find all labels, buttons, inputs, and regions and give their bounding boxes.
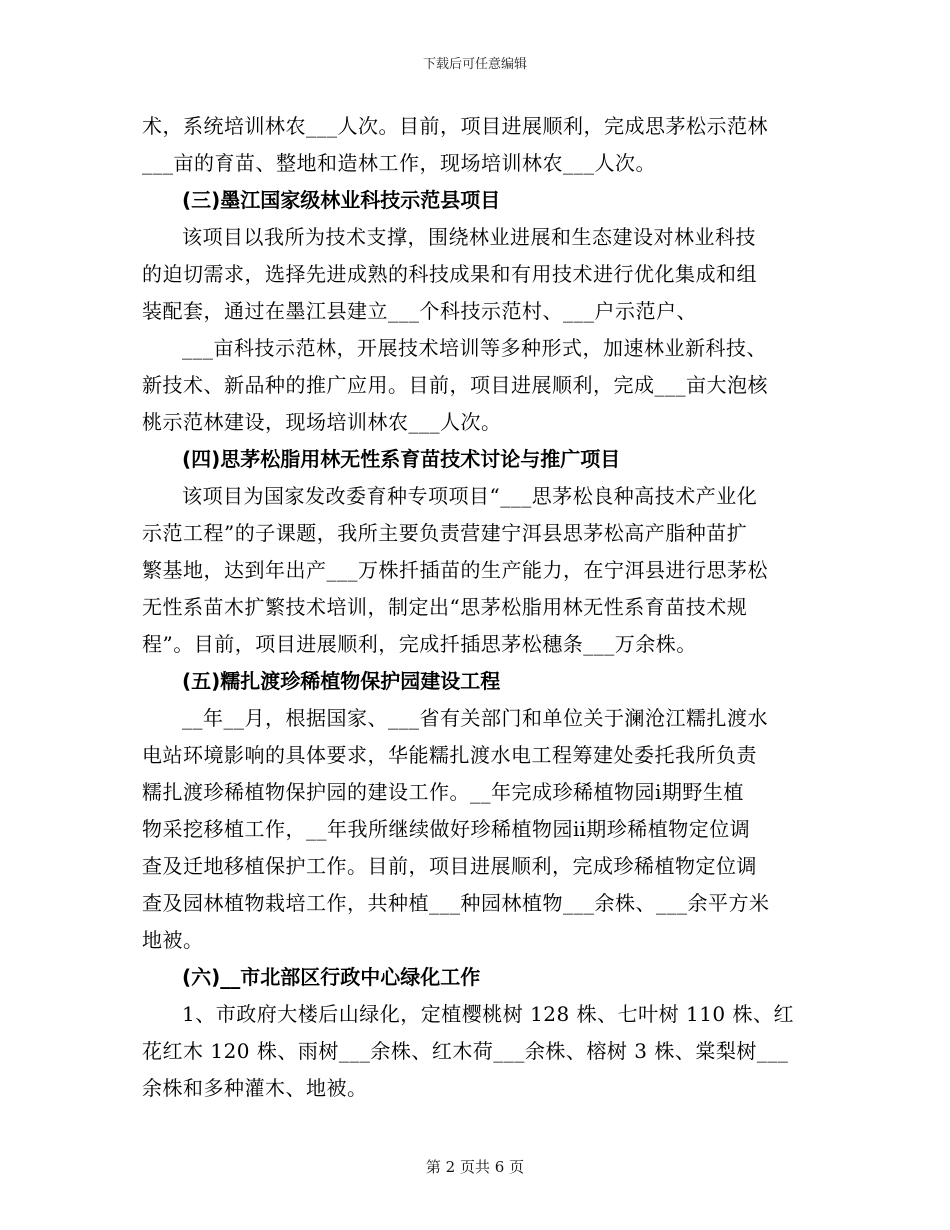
page-footer: 第 2 页共 6 页 xyxy=(425,1158,525,1176)
text-line: 该项目为国家发改委育种专项项目“___思茅松良种高技术产业化 xyxy=(182,484,758,508)
text-line: 装配套，通过在墨江县建立___个科技示范村、___户示范户、 xyxy=(142,299,697,323)
text-line: 1、市政府大楼后山绿化，定植樱桃树 128 株、七叶树 110 株、红 xyxy=(182,1002,795,1026)
text-line: 繁基地，达到年出产___万株扦插苗的生产能力，在宁洱县进行思茅松 xyxy=(142,558,768,582)
text-line: 新技术、新品种的推广应用。目前，项目进展顺利，完成___亩大泡核 xyxy=(142,373,768,397)
section-heading-4: (四)思茅松脂用林无性系育苗技术讨论与推广项目 xyxy=(182,447,621,471)
text-line: 花红木 120 株、雨树___余株、红木荷___余株、榕树 3 株、棠梨树___ xyxy=(142,1039,789,1063)
text-line: 该项目以我所为技术支撑，围绕林业进展和生态建设对林业科技 xyxy=(182,225,756,249)
text-line: 无性系苗木扩繁技术培训，制定出“思茅松脂用林无性系育苗技术规 xyxy=(142,595,748,619)
text-line: 术，系统培训林农___人次。目前，项目进展顺利，完成思茅松示范林 xyxy=(142,114,768,138)
section-heading-6: (六)__市北部区行政中心绿化工作 xyxy=(182,965,481,989)
text-line: 地被。 xyxy=(142,928,204,952)
paragraph-section-5 xyxy=(142,700,812,959)
page-header: 下载后可任意编辑 xyxy=(422,57,527,72)
text-line: 物采挖移植工作，__年我所继续做好珍稀植物园ⅱ期珍稀植物定位调 xyxy=(142,817,751,841)
paragraph-continued xyxy=(142,108,812,182)
document-body xyxy=(142,108,812,1107)
text-line: 的迫切需求，选择先进成熟的科技成果和有用技术进行优化集成和组 xyxy=(142,262,757,286)
section-heading-5: (五)糯扎渡珍稀植物保护园建设工程 xyxy=(182,669,501,693)
paragraph-section-6 xyxy=(142,996,812,1107)
text-line: 桃示范林建设，现场培训林农___人次。 xyxy=(142,410,502,434)
text-line: 查及迁地移植保护工作。目前，项目进展顺利，完成珍稀植物定位调 xyxy=(142,854,757,878)
text-line: __年__月，根据国家、___省有关部门和单位关于澜沧江糯扎渡水 xyxy=(182,706,768,730)
section-heading-3: (三)墨江国家级林业科技示范县项目 xyxy=(182,188,501,212)
text-line: 查及园林植物栽培工作，共种植___种园林植物___余株、___余平方米 xyxy=(142,891,770,915)
text-line: 示范工程”的子课题，我所主要负责营建宁洱县思茅松高产脂种苗扩 xyxy=(142,521,748,545)
text-line: 电站环境影响的具体要求，华能糯扎渡水电工程筹建处委托我所负责 xyxy=(142,743,757,767)
text-line: ___亩的育苗、整地和造林工作，现场培训林农___人次。 xyxy=(142,151,656,175)
paragraph-section-3 xyxy=(142,219,812,441)
text-line: ___亩科技示范林，开展技术培训等多种形式，加速林业新科技、 xyxy=(182,336,767,360)
text-line: 余株和多种灌木、地被。 xyxy=(142,1076,368,1100)
text-line: 糯扎渡珍稀植物保护园的建设工作。__年完成珍稀植物园ⅰ期野生植 xyxy=(142,780,744,804)
text-line: 程”。目前，项目进展顺利，完成扦插思茅松穗条___万余株。 xyxy=(142,632,697,656)
paragraph-section-4 xyxy=(142,478,812,663)
